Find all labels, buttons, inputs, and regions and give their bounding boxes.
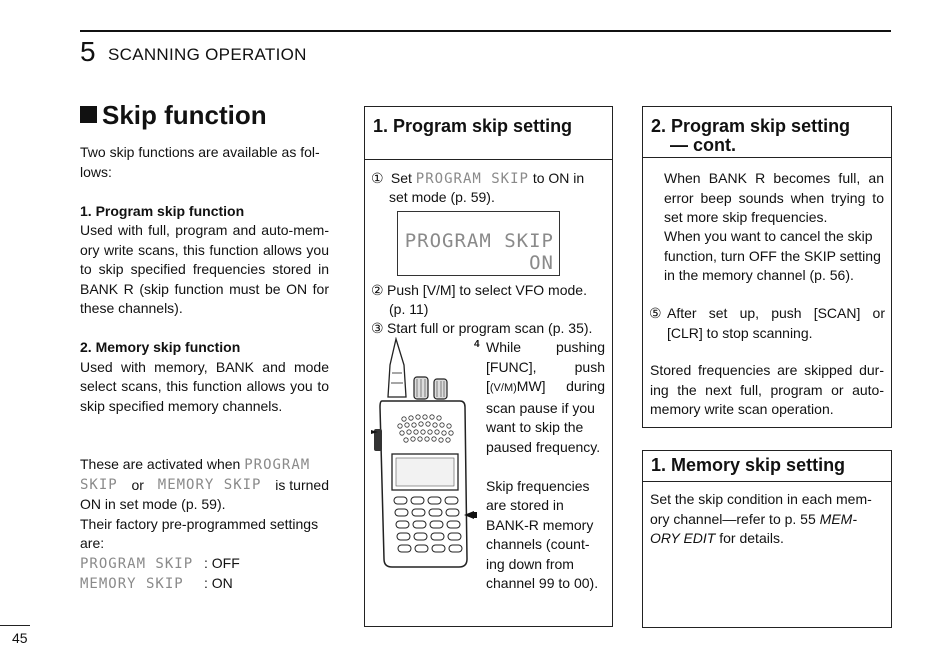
program-skip-heading: 1. Program skip function	[80, 202, 245, 219]
activated-line-1: These are activated when PROGRAM	[80, 456, 311, 473]
box2-stored-text: Stored frequencies are skipped dur-ing the next full, program or auto-memory write scan operation.	[650, 362, 884, 417]
program-skip-text: Used with full, program and auto-mem-ory write scans, this function allows you to skip specified frequencies stored in BANK R (skip function must be ON for these channels).	[80, 222, 329, 316]
note-line-4: channels (count-	[486, 536, 590, 552]
antenna-icon	[388, 339, 406, 397]
radio-illustration	[368, 337, 478, 572]
activated-line-3: ON in set mode (p. 59).	[80, 496, 226, 512]
lcd-program-skip-text: PROGRAM SKIP	[415, 171, 529, 187]
section-title-text: Skip function	[102, 100, 267, 130]
lcd-skip-text: SKIP	[80, 476, 118, 493]
step-1-continued: set mode (p. 59).	[389, 189, 495, 205]
memory-skip-heading: 2. Memory skip function	[80, 339, 241, 355]
square-bullet-icon	[80, 106, 97, 123]
box2-para-2: When you want to cancel the skip function, turn OFF the SKIP setting in the memory channel (p. 56).	[664, 228, 881, 283]
lcd-program-text: PROGRAM	[244, 457, 311, 473]
default-memory-skip: MEMORY SKIP : ON	[80, 575, 233, 592]
header-rule	[80, 30, 891, 32]
step-5: ⑤ After set up, push [SCAN] or [CLR] to stop scanning.	[649, 305, 885, 341]
note-line-1: Skip frequencies	[486, 477, 590, 494]
step-3: ③ Start full or program scan (p. 35).	[371, 320, 593, 336]
step-2-continued: (p. 11)	[389, 301, 429, 317]
step-1: ① Set PROGRAM SKIP to ON in	[371, 170, 585, 187]
step-4-text: While pushing [FUNC], push [(V/M)MW] during scan pause if you want to skip the paused frequency. Skip frequencies are stored in BANK-R memory channels (count- ing down from channel 99 to 00).	[486, 338, 605, 594]
note-line-2: are stored in	[486, 497, 564, 513]
lcd-memory-skip-text: MEMORY SKIP	[157, 476, 262, 493]
step-4-number: 4	[474, 339, 480, 350]
box1-title: 1. Program skip setting	[365, 107, 612, 160]
intro-line-1: Two skip functions are available as fol-	[80, 144, 320, 160]
chapter-number: 5	[80, 36, 96, 67]
page-number-rule	[0, 625, 30, 626]
lcd-display-line-1: PROGRAM SKIP	[404, 230, 554, 252]
note-line-3: BANK-R memory	[486, 516, 594, 533]
intro-line-2: lows:	[80, 163, 112, 180]
factory-line-2: are:	[80, 535, 105, 551]
note-line-6: channel 99 to 00).	[486, 575, 599, 591]
lcd-display-line-2: ON	[529, 252, 554, 274]
lcd-display-panel	[397, 211, 560, 276]
left-column	[80, 143, 329, 595]
step-2: ② Push [V/M] to select VFO mode.	[371, 282, 587, 298]
box3-title: 1. Memory skip setting	[643, 451, 891, 482]
memory-skip-text: Used with memory, BANK and mode select scans, this function allows you to skip specified memory channels.	[80, 358, 329, 414]
page-number: 45	[12, 630, 28, 646]
chapter-title: SCANNING OPERATION	[108, 45, 307, 64]
factory-line-1: Their factory pre-programmed settings	[80, 515, 319, 532]
box3-text: Set the skip condition in each mem- ory channel—refer to p. 55 MEM- ORY EDIT for details.	[650, 491, 872, 546]
note-line-5: ing down from	[486, 555, 574, 572]
box2-title: 2. Program skip setting — cont.	[643, 107, 891, 158]
section-title	[80, 100, 267, 130]
box2-para-1: When BANK R becomes full, an error beep sounds when trying to set more skip frequencies.	[664, 170, 884, 225]
default-program-skip: PROGRAM SKIP : OFF	[80, 554, 240, 572]
activated-line-2: SKIP or MEMORY SKIP is turned	[80, 476, 329, 496]
